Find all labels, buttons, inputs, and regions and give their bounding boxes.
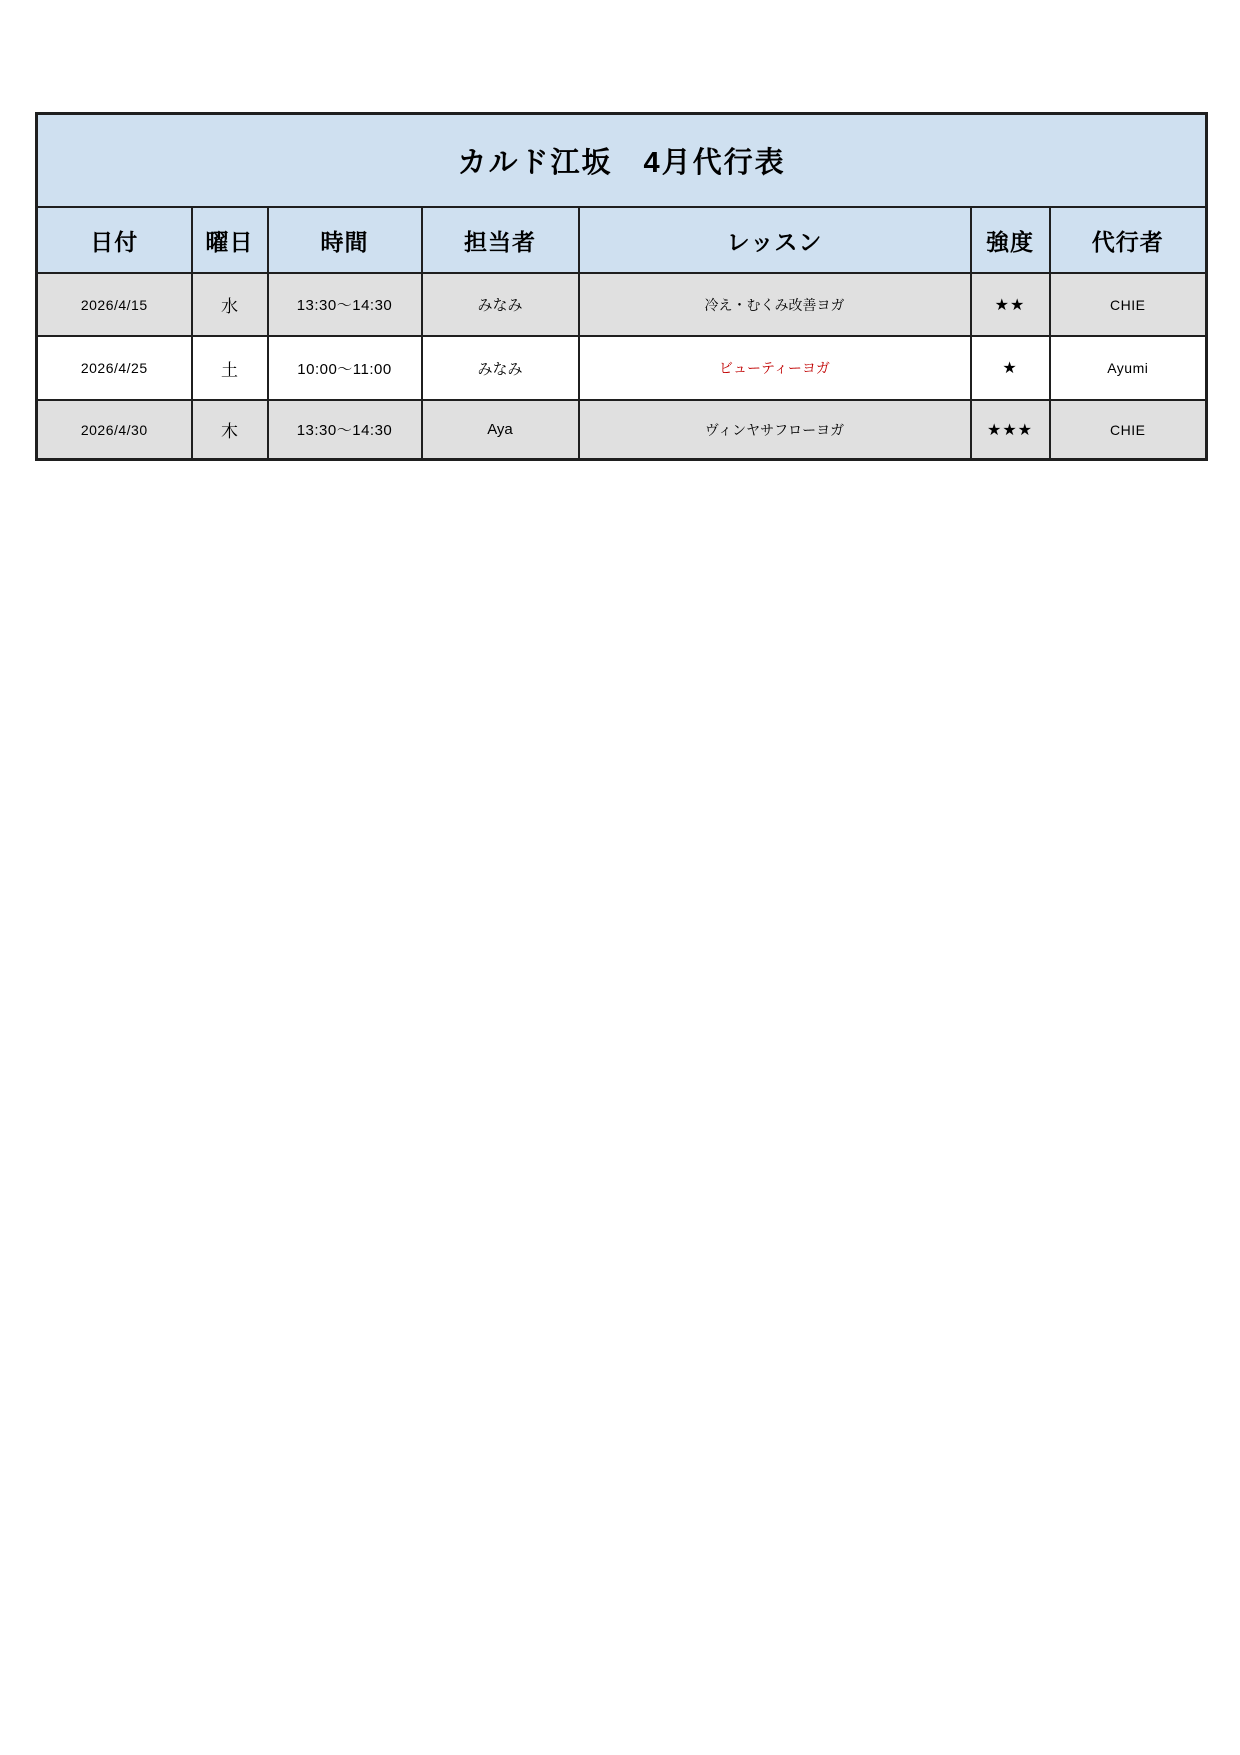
cell-lesson: ビューティーヨガ bbox=[579, 336, 971, 400]
cell-time: 10:00～11:00 bbox=[268, 336, 422, 400]
col-header-time: 時間 bbox=[268, 207, 422, 273]
table-title: カルド江坂 4月代行表 bbox=[37, 114, 1207, 208]
cell-intensity: ★★★ bbox=[971, 400, 1050, 460]
table-row bbox=[37, 400, 1207, 460]
cell-lesson: ヴィンヤサフローヨガ bbox=[579, 400, 971, 460]
cell-day-of-week: 水 bbox=[192, 273, 268, 336]
cell-date: 2026/4/30 bbox=[37, 400, 192, 460]
schedule-sheet bbox=[35, 112, 1208, 461]
col-header-lesson: レッスン bbox=[579, 207, 971, 273]
cell-lesson: 冷え・むくみ改善ヨガ bbox=[579, 273, 971, 336]
cell-time: 13:30～14:30 bbox=[268, 400, 422, 460]
cell-intensity: ★★ bbox=[971, 273, 1050, 336]
title-row bbox=[37, 114, 1207, 208]
cell-substitute: Ayumi bbox=[1050, 336, 1207, 400]
cell-instructor: みなみ bbox=[422, 273, 579, 336]
cell-instructor: Aya bbox=[422, 400, 579, 460]
cell-time: 13:30～14:30 bbox=[268, 273, 422, 336]
col-header-substitute: 代行者 bbox=[1050, 207, 1207, 273]
cell-substitute: CHIE bbox=[1050, 400, 1207, 460]
table-row bbox=[37, 336, 1207, 400]
col-header-date: 日付 bbox=[37, 207, 192, 273]
substitute-schedule-table bbox=[35, 112, 1208, 461]
col-header-intensity: 強度 bbox=[971, 207, 1050, 273]
cell-date: 2026/4/25 bbox=[37, 336, 192, 400]
cell-intensity: ★ bbox=[971, 336, 1050, 400]
header-row bbox=[37, 207, 1207, 273]
cell-date: 2026/4/15 bbox=[37, 273, 192, 336]
cell-instructor: みなみ bbox=[422, 336, 579, 400]
cell-substitute: CHIE bbox=[1050, 273, 1207, 336]
col-header-instructor: 担当者 bbox=[422, 207, 579, 273]
col-header-day: 曜日 bbox=[192, 207, 268, 273]
table-row bbox=[37, 273, 1207, 336]
cell-day-of-week: 木 bbox=[192, 400, 268, 460]
cell-day-of-week: 土 bbox=[192, 336, 268, 400]
